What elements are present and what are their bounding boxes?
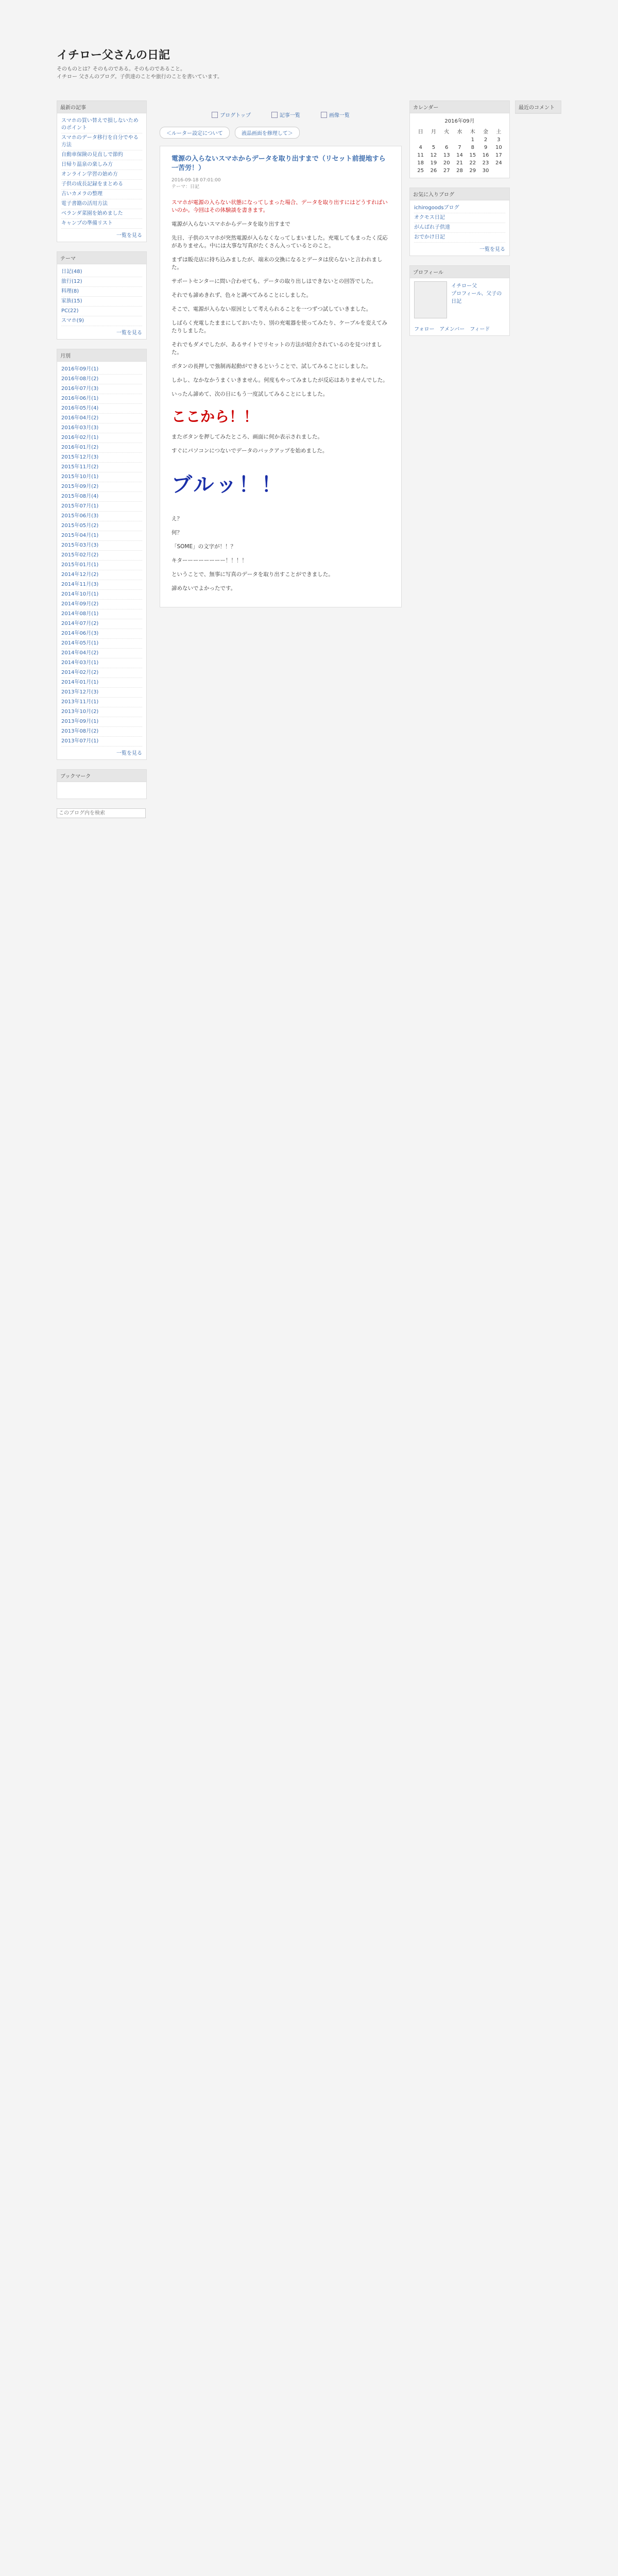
calendar-day[interactable]: 8 [471, 145, 474, 150]
archive-link[interactable]: 2015年03月(3) [61, 541, 142, 551]
calendar-weekday: 木 [470, 129, 475, 135]
archive-link[interactable]: 2014年12月(2) [61, 570, 142, 580]
far-sidebar [515, 100, 561, 123]
archive-link[interactable]: 2014年08月(1) [61, 609, 142, 619]
calendar-day[interactable]: 20 [443, 160, 450, 166]
follow-button[interactable]: フォロー [414, 327, 435, 332]
entry-body [171, 199, 390, 592]
theme-link[interactable]: PC(22) [61, 307, 142, 316]
bookmark-title: ブックマーク [57, 770, 146, 782]
calendar-day[interactable]: 18 [417, 160, 424, 166]
archive-link[interactable]: 2015年10月(1) [61, 472, 142, 482]
entry-pager [160, 127, 402, 139]
archive-link[interactable]: 2013年12月(3) [61, 688, 142, 698]
nav-blog-top-label: ブログトップ [220, 113, 251, 118]
favorites-box [409, 188, 510, 256]
archive-link[interactable]: 2014年06月(3) [61, 629, 142, 639]
feed-button[interactable]: フィード [470, 327, 490, 332]
calendar-day[interactable]: 30 [482, 168, 489, 174]
archive-list [61, 365, 142, 747]
nav-entry-list[interactable] [271, 111, 300, 118]
theme-link[interactable]: 料理(8) [61, 287, 142, 297]
entry-paragraph: まずは販売店に持ち込みましたが、端末の交換になるとデータは戻らないと言われました。 [171, 257, 383, 270]
entry-title[interactable]: 電源の入らないスマホからデータを取り出すまで（リセット前提地すら一苦労！） [171, 155, 386, 172]
nav-image-list-label: 画像一覧 [329, 113, 350, 118]
entry-date: 2016-09-18 07:01:00 [171, 178, 221, 183]
profile-name[interactable]: イチロー父 [451, 283, 477, 289]
search-input[interactable] [57, 808, 146, 818]
calendar-day[interactable]: 28 [456, 168, 463, 174]
archive-link[interactable]: 2014年04月(2) [61, 649, 142, 658]
archive-link[interactable]: 2016年02月(1) [61, 433, 142, 443]
calendar-weekday: 金 [483, 129, 489, 135]
entry-paragraph: ということで、無事に写真のデータを取り出すことができました。 [171, 571, 334, 578]
archive-link[interactable]: 2013年10月(2) [61, 707, 142, 717]
far-box [515, 100, 561, 114]
entry-paragraph: え？ [171, 516, 182, 522]
profile-link[interactable]: プロフィール、父子の日記 [451, 291, 502, 304]
archive-link[interactable]: 2016年04月(2) [61, 414, 142, 423]
calendar-title: カレンダー [410, 101, 509, 113]
recent-posts-box [57, 100, 147, 242]
archive-link[interactable]: 2014年03月(1) [61, 658, 142, 668]
entry-paragraph: ボタンの長押しで強制再起動ができるということで、試してみることにしました。 [171, 363, 372, 369]
archive-link[interactable]: 2016年01月(2) [61, 443, 142, 453]
entry-highlight: スマホが電源の入らない状態になってしまった場合、データを取り出すにはどうすればいいのか。今回はその体験談を書きます。 [171, 199, 388, 213]
avatar[interactable] [414, 281, 447, 318]
entry-paragraph: それでもダメでしたが、あるサイトでリセットの方法が紹介されているのを見つけました。 [171, 342, 382, 355]
theme-link[interactable]: 旅行(12) [61, 277, 142, 287]
calendar-day[interactable]: 14 [456, 152, 463, 158]
calendar-day [414, 136, 427, 144]
calendar-day[interactable]: 26 [430, 168, 437, 174]
theme-link[interactable]: 家族(15) [61, 297, 142, 307]
archive-link[interactable]: 2014年01月(1) [61, 678, 142, 688]
recent-post-link[interactable]: スマホのデータ移行を自分でやる方法 [61, 133, 142, 150]
archive-link[interactable]: 2014年10月(1) [61, 590, 142, 600]
entry-heading-koko: ここから！！ [171, 408, 259, 425]
image-icon [321, 112, 327, 118]
entry-theme[interactable]: テーマ：日記 [171, 184, 200, 190]
recent-post-link[interactable]: 子供の成長記録をまとめる [61, 180, 142, 190]
archive-link[interactable]: 2015年06月(3) [61, 512, 142, 521]
recent-post-link[interactable]: 古いカメラの整理 [61, 190, 142, 199]
calendar-day[interactable]: 17 [495, 152, 502, 158]
archive-link[interactable]: 2014年05月(1) [61, 639, 142, 649]
far-title: 最近のコメント [516, 101, 561, 113]
archive-link[interactable]: 2015年12月(3) [61, 453, 142, 463]
theme-link[interactable]: スマホ(9) [61, 316, 142, 326]
entry-paragraph: キターーーーーーーー！！！！ [171, 557, 247, 564]
calendar-day[interactable]: 5 [432, 145, 436, 150]
calendar-weekday: 土 [496, 129, 502, 135]
calendar-day[interactable]: 12 [430, 152, 437, 158]
calendar-day[interactable]: 21 [456, 160, 463, 166]
profile-box [409, 265, 510, 336]
archive-more-link[interactable]: 一覧を見る [116, 751, 142, 756]
archive-link[interactable]: 2015年04月(1) [61, 531, 142, 541]
archive-box [57, 349, 147, 760]
archive-link[interactable]: 2015年07月(1) [61, 502, 142, 512]
calendar-weekday: 水 [457, 129, 462, 135]
calendar-day[interactable]: 4 [419, 145, 422, 150]
calendar-day [440, 136, 453, 144]
calendar-month: 2016年09月 [444, 118, 475, 124]
archive-link[interactable]: 2014年02月(2) [61, 668, 142, 678]
entry-paragraph: 「SOME」の文字が！！？ [171, 544, 236, 550]
next-entry-link[interactable]: 液晶画面を修理して＞ [235, 127, 300, 139]
calendar-day[interactable]: 11 [417, 152, 424, 158]
nav-blog-top[interactable] [212, 111, 251, 118]
calendar-day[interactable]: 27 [443, 168, 450, 174]
site-title[interactable]: イチロー父さんの日記 [57, 49, 170, 62]
calendar-day[interactable]: 25 [417, 168, 424, 174]
entry-paragraph: いったん諦めて、次の日にもう一度試してみることにしました。 [171, 391, 329, 397]
site-description-1: そのものとは？そのものである。そのものであること。 [57, 66, 185, 72]
calendar-day[interactable]: 9 [484, 145, 488, 150]
calendar-day[interactable]: 10 [495, 145, 502, 150]
bookmark-box [57, 769, 147, 799]
calendar-day[interactable]: 2 [484, 137, 488, 143]
calendar-day[interactable]: 22 [469, 160, 476, 166]
archive-link[interactable]: 2013年11月(1) [61, 698, 142, 707]
archive-link[interactable]: 2015年01月(1) [61, 561, 142, 570]
calendar-day[interactable]: 29 [469, 168, 476, 174]
favorite-link[interactable]: ichirogoodsブログ [414, 204, 505, 213]
entry-paragraphs [171, 221, 390, 398]
calendar-weekday: 火 [444, 129, 450, 135]
calendar-day[interactable]: 6 [445, 145, 449, 150]
entry-paragraphs-end [171, 515, 390, 592]
calendar-day[interactable]: 1 [471, 137, 474, 143]
calendar-day [492, 167, 505, 175]
theme-list [61, 267, 142, 326]
entry-paragraph: 先日、子供のスマホが突然電源が入らなくなってしまいました。充電してもまったく反応がありません。中には大事な写真がたくさん入っているとのこと。 [171, 235, 388, 249]
entry-paragraph: そこで、電源が入らない原因として考えられることを一つずつ試していきました。 [171, 306, 372, 312]
nav-entry-list-label: 記事一覧 [279, 113, 300, 118]
calendar-day [453, 136, 466, 144]
entry-paragraph: 電源が入らないスマホからデータを取り出すまで [171, 221, 290, 227]
calendar-weekday: 月 [431, 129, 436, 135]
recent-post-link[interactable]: スマホの買い替えで損しないためのポイント [61, 116, 142, 133]
theme-more-link[interactable]: 一覧を見る [116, 330, 142, 336]
entry-paragraph: 諦めないでよかったです。 [171, 585, 236, 591]
profile-title: プロフィール [410, 266, 509, 278]
archive-link[interactable]: 2014年07月(2) [61, 619, 142, 629]
calendar-day[interactable]: 19 [430, 160, 437, 166]
archive-link[interactable]: 2015年09月(2) [61, 482, 142, 492]
favorite-link[interactable]: オクモス日記 [414, 213, 505, 223]
favorite-link[interactable]: がんばれ子供達 [414, 223, 505, 233]
recent-post-link[interactable]: 日帰り温泉の楽しみ方 [61, 160, 142, 170]
entry-paragraph: それでも諦めきれず、色々と調べてみることにしました。 [171, 292, 312, 298]
main-column [160, 100, 402, 607]
entry-paragraph: 何？ [171, 530, 182, 536]
calendar-weekday: 日 [418, 129, 423, 135]
archive-title: 月別 [57, 349, 146, 362]
recent-post-link[interactable]: 電子書籍の活用方法 [61, 199, 142, 209]
recent-post-link[interactable]: ベランダ菜園を始めました [61, 209, 142, 219]
recent-more-link[interactable]: 一覧を見る [116, 233, 142, 239]
entry-paragraphs-after [171, 433, 390, 455]
favorites-more-link[interactable]: 一覧を見る [479, 247, 505, 252]
blog-nav [160, 111, 402, 118]
home-icon [212, 112, 218, 118]
prev-entry-link[interactable]: ＜ルーター設定について [160, 127, 230, 139]
entry-paragraph: またボタンを押してみたところ、画面に何か表示されました。 [171, 434, 323, 440]
recent-posts-title: 最新の記事 [57, 101, 146, 113]
amember-button[interactable]: アメンバー [439, 327, 465, 332]
archive-link[interactable]: 2013年07月(1) [61, 737, 142, 747]
calendar-day [427, 136, 440, 144]
calendar-day[interactable]: 13 [443, 152, 450, 158]
archive-link[interactable]: 2016年08月(2) [61, 375, 142, 384]
recent-post-link[interactable]: 自動車保険の見直しで節約 [61, 150, 142, 160]
archive-link[interactable]: 2016年03月(3) [61, 423, 142, 433]
favorites-list [414, 204, 505, 243]
left-sidebar [57, 100, 147, 818]
archive-link[interactable]: 2015年11月(2) [61, 463, 142, 472]
recent-posts-list [61, 116, 142, 229]
blog-search [57, 808, 147, 818]
archive-link[interactable]: 2016年05月(4) [61, 404, 142, 414]
calendar-day[interactable]: 7 [458, 145, 461, 150]
calendar-day[interactable]: 23 [482, 160, 489, 166]
recent-post-link[interactable]: オンライン学習の始め方 [61, 170, 142, 180]
entry-paragraph: しばらく充電したままにしておいたり、別の充電器を使ってみたり、ケーブルを変えてみたりしました。 [171, 320, 388, 334]
favorite-link[interactable]: おでかけ日記 [414, 233, 505, 243]
entry-paragraph: サポートセンターに問い合わせても、データの取り出しはできないとの回答でした。 [171, 278, 377, 284]
entry [160, 146, 402, 607]
archive-link[interactable]: 2013年09月(1) [61, 717, 142, 727]
archive-link[interactable]: 2015年08月(4) [61, 492, 142, 502]
archive-link[interactable]: 2016年06月(1) [61, 394, 142, 404]
theme-box [57, 251, 147, 340]
archive-link[interactable]: 2015年02月(2) [61, 551, 142, 561]
archive-link[interactable]: 2013年08月(2) [61, 727, 142, 737]
nav-image-list[interactable] [321, 111, 350, 118]
theme-link[interactable]: 日記(48) [61, 267, 142, 277]
right-sidebar [409, 100, 510, 345]
calendar-table [414, 126, 505, 175]
archive-link[interactable]: 2016年09月(1) [61, 365, 142, 375]
calendar-box [409, 100, 510, 178]
archive-link[interactable]: 2016年07月(3) [61, 384, 142, 394]
list-icon [271, 112, 278, 118]
archive-link[interactable]: 2014年09月(2) [61, 600, 142, 609]
entry-paragraph: すぐにパソコンにつないでデータのバックアップを始めました。 [171, 448, 328, 454]
entry-heading-bururu: ブルッ！！ [171, 473, 284, 497]
archive-link[interactable]: 2015年05月(2) [61, 521, 142, 531]
archive-link[interactable]: 2014年11月(3) [61, 580, 142, 590]
calendar-day[interactable]: 3 [497, 137, 501, 143]
blog-header [57, 46, 561, 81]
calendar-day[interactable]: 16 [482, 152, 489, 158]
site-description-2: イチロー 父さんのブログ。子供達のことや旅行のことを書いています。 [57, 74, 222, 80]
calendar-day[interactable]: 24 [495, 160, 502, 166]
entry-paragraph: しかし、なかなかうまくいきません。何度もやってみましたが反応はありませんでした。 [171, 377, 388, 383]
calendar-day[interactable]: 15 [469, 152, 476, 158]
theme-title: テーマ [57, 252, 146, 264]
favorites-title: お気に入りブログ [410, 188, 509, 200]
recent-post-link[interactable]: キャンプの準備リスト [61, 219, 142, 229]
